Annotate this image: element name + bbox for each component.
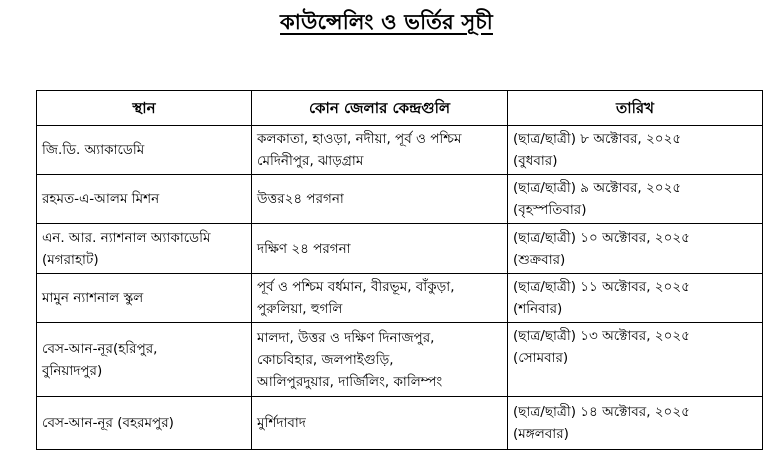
date-text: (ছাত্র/ছাত্রী) ৮ অক্টোবর, ২০২৫ (513, 131, 682, 147)
districts-text: মালদা, উত্তর ও দক্ষিণ দিনাজপুর, (257, 329, 435, 346)
date-cell (508, 175, 763, 224)
date-text: (ছাত্র/ছাত্রী) ১১ অক্টোবর, ২০২৫ (513, 279, 690, 295)
place-text: এন. আর. ন্যাশনাল অ্যাকাডেমি (42, 229, 211, 246)
table-row (37, 274, 763, 323)
column-header-date: তারিখ (508, 91, 763, 126)
weekday-text: (সোমবার) (513, 350, 569, 366)
place-cell (37, 274, 252, 323)
table-row (37, 175, 763, 224)
schedule-table (36, 90, 763, 450)
districts-text: উত্তর২৪ পরগনা (257, 191, 344, 207)
column-header-districts: কোন জেলার কেন্দ্রগুলি (252, 91, 508, 126)
place-cell (37, 224, 252, 274)
place-text: মামুন ন্যাশনাল স্কুল (42, 290, 144, 306)
page-title: কাউন্সেলিং ও ভর্তির সূচী (280, 10, 493, 34)
place-text: (মগরাহাট) (42, 251, 99, 268)
date-text: (ছাত্র/ছাত্রী) ১৩ অক্টোবর, ২০২৫ (513, 328, 690, 344)
date-cell (508, 274, 763, 323)
table-row (37, 224, 763, 274)
date-cell (508, 224, 763, 274)
districts-text: কোচবিহার, জলপাইগুড়ি, (257, 351, 394, 368)
districts-cell (252, 397, 508, 450)
date-cell (508, 126, 763, 175)
weekday-text: (শুক্রবার) (513, 251, 566, 268)
table-header-row (37, 91, 763, 126)
districts-cell (252, 126, 508, 175)
date-text: (ছাত্র/ছাত্রী) ৯ অক্টোবর, ২০২৫ (513, 180, 682, 196)
table-row (37, 397, 763, 450)
place-cell (37, 323, 252, 397)
districts-text: পূর্ব ও পশ্চিম বর্ধমান, বীরভূম, বাঁকুড়া, (257, 279, 455, 295)
districts-text: পুরুলিয়া, হুগলি (257, 301, 343, 317)
districts-cell (252, 224, 508, 274)
table-row (37, 126, 763, 175)
place-cell (37, 175, 252, 224)
districts-cell (252, 274, 508, 323)
place-text: বেস-আন-নূর(হরিপুর, (42, 340, 158, 357)
weekday-text: (মঙ্গলবার) (513, 426, 569, 442)
districts-cell (252, 175, 508, 224)
date-text: (ছাত্র/ছাত্রী) ১০ অক্টোবর, ২০২৫ (513, 229, 690, 246)
districts-text: মুর্শিদাবাদ (257, 415, 306, 431)
place-text: রহমত-এ-আলম মিশন (42, 191, 160, 207)
place-cell (37, 397, 252, 450)
place-text: বুনিয়াদপুর) (42, 362, 103, 379)
place-text: বেস-আন-নূর (বহরমপুর) (42, 415, 174, 431)
districts-text: কলকাতা, হাওড়া, নদীয়া, পূর্ব ও পশ্চিম (257, 131, 462, 147)
districts-text: মেদিনীপুর, ঝাড়গ্রাম (257, 153, 364, 169)
districts-cell (252, 323, 508, 397)
districts-text: আলিপুরদুয়ার, দার্জিলিং, কালিম্পং (257, 373, 443, 390)
districts-text: দক্ষিণ ২৪ পরগনা (257, 240, 351, 257)
place-text: জি.ডি. অ্যাকাডেমি (42, 142, 145, 158)
weekday-text: (বুধবার) (513, 153, 558, 169)
date-text: (ছাত্র/ছাত্রী) ১৪ অক্টোবর, ২০২৫ (513, 404, 690, 420)
date-cell (508, 397, 763, 450)
weekday-text: (বৃহস্পতিবার) (513, 202, 587, 218)
weekday-text: (শনিবার) (513, 301, 563, 317)
table-row (37, 323, 763, 397)
date-cell (508, 323, 763, 397)
column-header-place: স্থান (37, 91, 252, 126)
place-cell (37, 126, 252, 175)
